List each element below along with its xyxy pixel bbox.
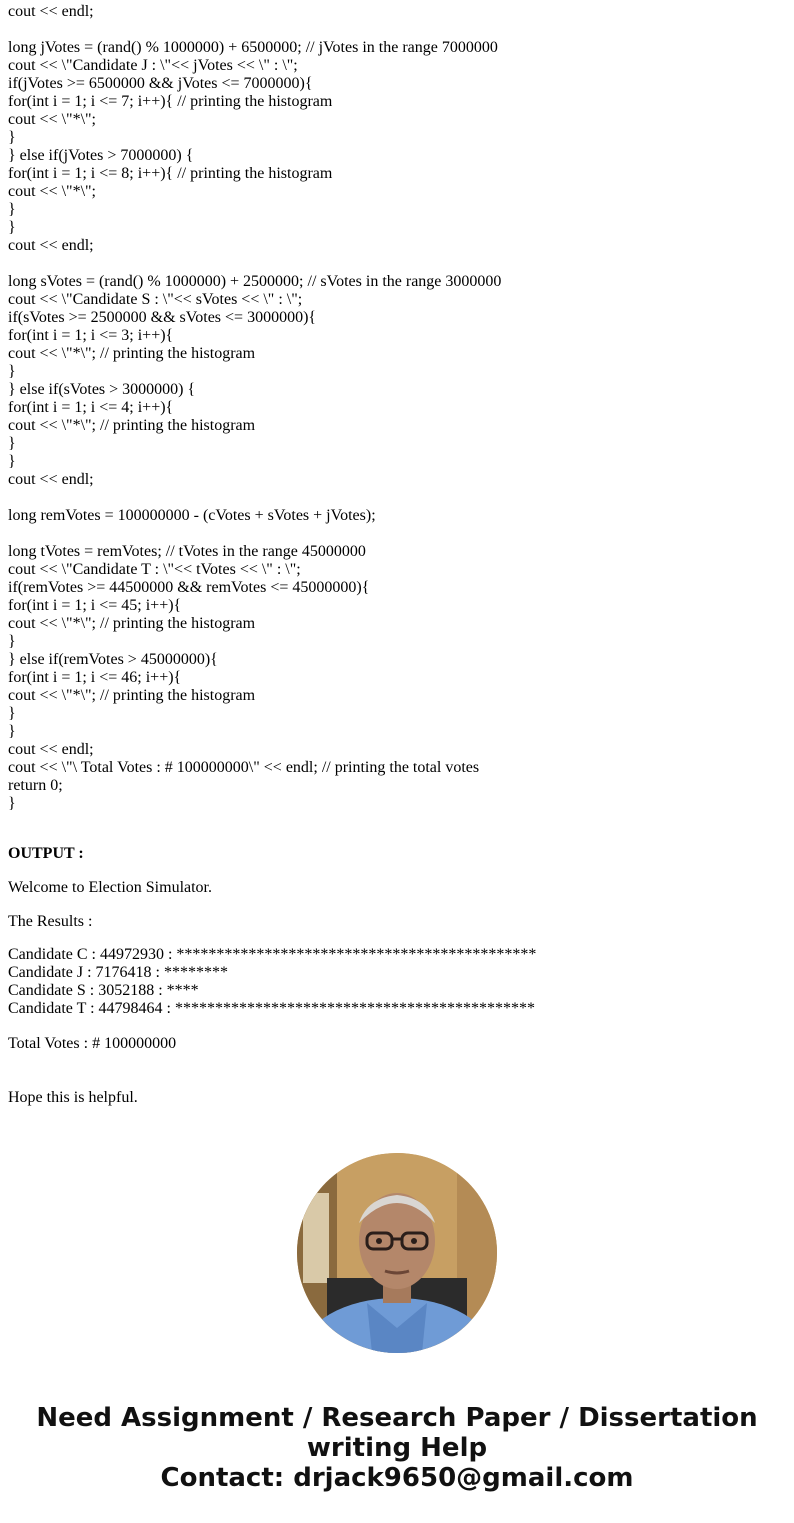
- code-line: cout << endl;: [8, 3, 94, 20]
- results-heading: The Results :: [8, 913, 93, 930]
- code-line: if(sVotes >= 2500000 && sVotes <= 3000000){: [8, 309, 317, 326]
- code-line: }: [8, 723, 16, 740]
- code-line: cout << \"Candidate T : \"<< tVotes << \" : \";: [8, 561, 301, 578]
- code-line: }: [8, 435, 16, 452]
- promo-line-2: writing Help: [306, 1433, 488, 1463]
- result-line-c: Candidate C : 44972930 : *********************************************: [8, 946, 537, 963]
- code-line: [8, 489, 788, 507]
- code-line: cout << \"*\"; // printing the histogram: [8, 345, 256, 362]
- code-line: }: [8, 201, 16, 218]
- code-line: for(int i = 1; i <= 8; i++){ // printing the histogram: [8, 165, 333, 182]
- code-line: [8, 21, 788, 39]
- result-line-j: Candidate J : 7176418 : ********: [8, 964, 228, 981]
- author-portrait-image: [297, 1153, 497, 1353]
- welcome-text: Welcome to Election Simulator.: [8, 879, 212, 896]
- total-votes-text: Total Votes : # 100000000: [8, 1035, 177, 1052]
- promo-line-1: Need Assignment / Research Paper / Dissertation: [36, 1403, 758, 1433]
- promo-banner: [0, 1403, 794, 1493]
- code-line: [8, 255, 788, 273]
- code-line: }: [8, 633, 16, 650]
- code-line: for(int i = 1; i <= 3; i++){: [8, 327, 174, 344]
- code-line: }: [8, 795, 16, 812]
- code-line: cout << \"*\"; // printing the histogram: [8, 687, 256, 704]
- code-line: long remVotes = 100000000 - (cVotes + sVotes + jVotes);: [8, 507, 376, 524]
- code-line: }: [8, 129, 16, 146]
- code-line: cout << \"*\"; // printing the histogram: [8, 417, 256, 434]
- code-line: cout << \"Candidate J : \"<< jVotes << \" : \";: [8, 57, 298, 74]
- code-line: for(int i = 1; i <= 4; i++){: [8, 399, 174, 416]
- code-line: if(jVotes >= 6500000 && jVotes <= 7000000){: [8, 75, 313, 92]
- result-line-t: Candidate T : 44798464 : *********************************************: [8, 1000, 535, 1017]
- code-line: cout << \"Candidate S : \"<< sVotes << \" : \";: [8, 291, 303, 308]
- code-line: long sVotes = (rand() % 1000000) + 2500000; // sVotes in the range 3000000: [8, 273, 502, 290]
- results-list: [8, 946, 536, 1018]
- code-listing: [8, 3, 788, 813]
- code-line: }: [8, 453, 16, 470]
- code-line: cout << endl;: [8, 237, 94, 254]
- closing-text: Hope this is helpful.: [8, 1089, 138, 1106]
- code-line: cout << endl;: [8, 741, 94, 758]
- code-line: for(int i = 1; i <= 46; i++){: [8, 669, 182, 686]
- code-line: } else if(remVotes > 45000000){: [8, 651, 218, 668]
- code-line: }: [8, 219, 16, 236]
- code-line: for(int i = 1; i <= 45; i++){: [8, 597, 182, 614]
- output-heading: OUTPUT :: [8, 845, 84, 862]
- code-line: [8, 525, 788, 543]
- code-line: cout << \"*\";: [8, 183, 96, 200]
- code-line: } else if(jVotes > 7000000) {: [8, 147, 194, 164]
- code-line: }: [8, 363, 16, 380]
- code-line: cout << \"\ Total Votes : # 100000000\" << endl; // printing the total votes: [8, 759, 480, 776]
- code-line: long jVotes = (rand() % 1000000) + 6500000; // jVotes in the range 7000000: [8, 39, 498, 56]
- code-line: long tVotes = remVotes; // tVotes in the range 45000000: [8, 543, 366, 560]
- result-line-s: Candidate S : 3052188 : ****: [8, 982, 199, 999]
- code-line: for(int i = 1; i <= 7; i++){ // printing the histogram: [8, 93, 333, 110]
- author-photo: [297, 1153, 497, 1353]
- code-line: if(remVotes >= 44500000 && remVotes <= 45000000){: [8, 579, 370, 596]
- code-line: } else if(sVotes > 3000000) {: [8, 381, 196, 398]
- code-line: return 0;: [8, 777, 63, 794]
- promo-contact[interactable]: Contact: drjack9650@gmail.com: [160, 1463, 634, 1493]
- code-line: cout << \"*\";: [8, 111, 96, 128]
- code-line: }: [8, 705, 16, 722]
- code-line: cout << \"*\"; // printing the histogram: [8, 615, 256, 632]
- code-line: cout << endl;: [8, 471, 94, 488]
